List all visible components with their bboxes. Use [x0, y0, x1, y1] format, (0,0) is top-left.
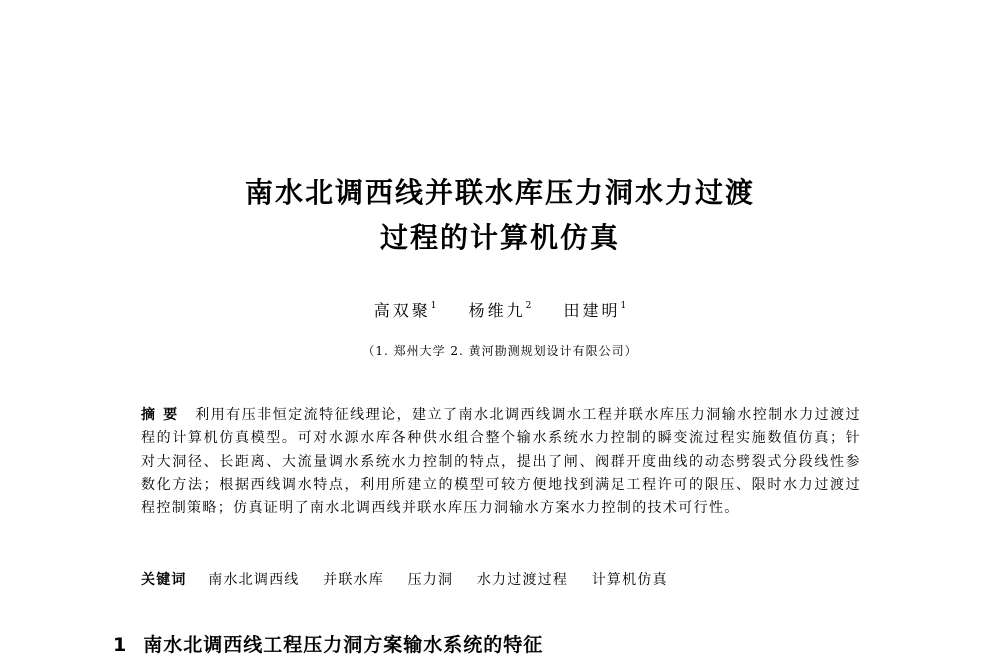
author-affiliation-mark: 2 [525, 301, 532, 311]
author-affiliation-mark: 1 [430, 301, 437, 311]
abstract [141, 404, 861, 520]
abstract-text: 利用有压非恒定流特征线理论，建立了南水北调西线调水工程并联水库压力洞输水控制水力过渡过程的计算机仿真模型。可对水源水库各种供水组合整个输水系统水力控制的瞬变流过程实施数值仿真；针对大洞径、长距离、大流量调水系统水力控制的特点，提出了闸、阀群开度曲线的动态劈裂式分段线性参数化方法；根据西线调水特点，利用所建立的模型可较方便地找到满足工程许可的限压、限时水力过渡过程控制策略；仿真证明了南水北调西线并联水库压力洞输水方案水力控制的技术可行性。 [141, 407, 861, 517]
author [563, 301, 626, 320]
keywords [141, 569, 861, 589]
affiliations: （1. 郑州大学 2. 黄河勘测规划设计有限公司） [362, 344, 638, 358]
section-title: 南水北调西线工程压力洞方案输水系统的特征 [143, 634, 544, 656]
keyword: 水力过渡过程 [476, 572, 569, 588]
author-name: 高双聚 [373, 301, 431, 320]
author-list [0, 298, 1000, 321]
author-affiliation-mark: 1 [620, 301, 627, 311]
author-name: 杨维九 [468, 301, 526, 320]
keyword: 计算机仿真 [591, 572, 668, 588]
paper-title-line-2: 过程的计算机仿真 [379, 221, 620, 254]
section-heading [113, 630, 543, 657]
author-name: 田建明 [563, 301, 621, 320]
author [469, 301, 532, 320]
abstract-label: 摘要 [141, 407, 186, 423]
keywords-label: 关键词 [141, 572, 187, 588]
keyword: 南水北调西线 [208, 572, 300, 588]
author [374, 301, 437, 320]
section-number: 1 [113, 634, 128, 656]
keyword: 并联水库 [323, 572, 384, 588]
keyword: 压力洞 [407, 572, 454, 588]
paper-title-line-1: 南水北调西线并联水库压力洞水力过渡 [244, 176, 755, 209]
